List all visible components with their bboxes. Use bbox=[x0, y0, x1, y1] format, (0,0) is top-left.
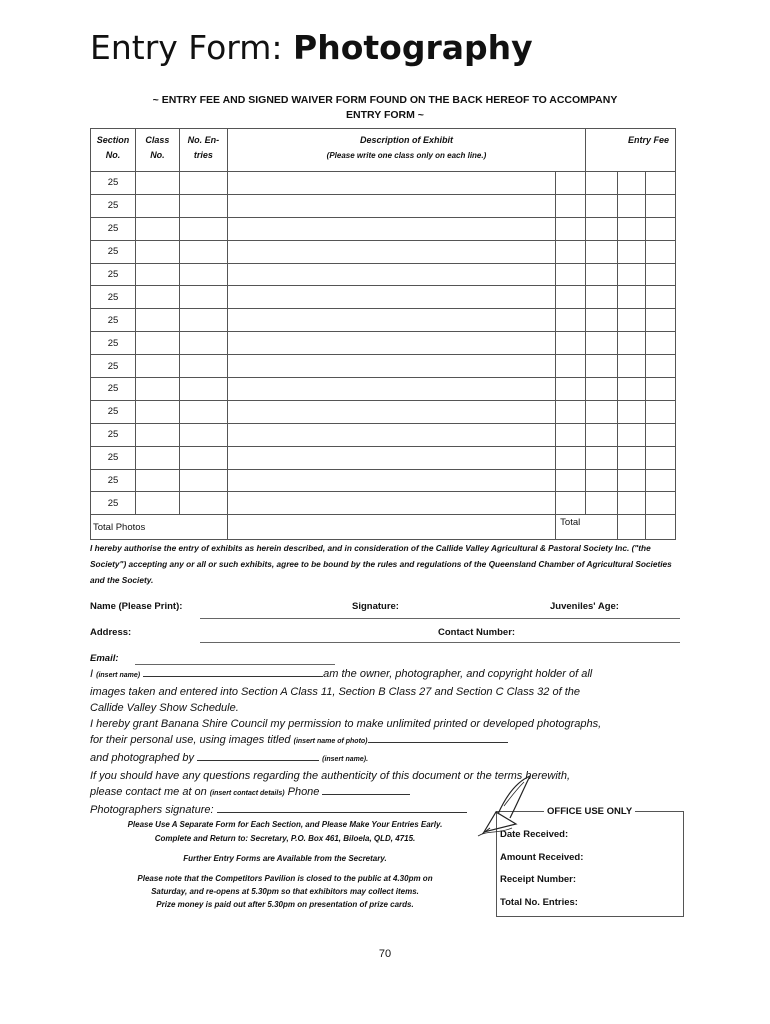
table-row bbox=[91, 217, 676, 240]
section-cell: 25 bbox=[91, 469, 136, 492]
table-row bbox=[91, 286, 676, 309]
total-blank bbox=[227, 515, 555, 540]
section-cell: 25 bbox=[91, 217, 136, 240]
fee-cell-1[interactable] bbox=[586, 309, 618, 332]
section-cell: 25 bbox=[91, 309, 136, 332]
desc-extra-cell[interactable] bbox=[556, 217, 586, 240]
fee-cell-3[interactable] bbox=[646, 286, 676, 309]
fee-cell-1[interactable] bbox=[586, 194, 618, 217]
fee-cell-1[interactable] bbox=[586, 446, 618, 469]
section-cell: 25 bbox=[91, 286, 136, 309]
name-signature-line[interactable] bbox=[200, 618, 680, 619]
description-cell[interactable] bbox=[227, 423, 555, 446]
desc-extra-cell[interactable] bbox=[556, 240, 586, 263]
class-cell[interactable] bbox=[135, 286, 179, 309]
table-row bbox=[91, 263, 676, 286]
total-entries-label: Total No. Entries: bbox=[500, 897, 578, 908]
fee-cell-2[interactable] bbox=[618, 240, 646, 263]
desc-extra-cell[interactable] bbox=[556, 423, 586, 446]
class-cell[interactable] bbox=[135, 423, 179, 446]
address-label: Address: bbox=[90, 627, 132, 638]
fee-cell-2[interactable] bbox=[618, 332, 646, 355]
fee-notice-line2: ENTRY FORM ~ bbox=[346, 109, 424, 121]
table-row bbox=[91, 400, 676, 423]
fee-cell-2[interactable] bbox=[618, 423, 646, 446]
email-label: Email: bbox=[90, 653, 119, 664]
section-cell: 25 bbox=[91, 240, 136, 263]
fee-cell-3[interactable] bbox=[646, 263, 676, 286]
entries-cell[interactable] bbox=[179, 469, 227, 492]
entries-cell[interactable] bbox=[179, 423, 227, 446]
section-cell: 25 bbox=[91, 446, 136, 469]
section-cell: 25 bbox=[91, 400, 136, 423]
total-photos-cell[interactable]: Total Photos bbox=[91, 515, 228, 540]
fee-cell-3[interactable] bbox=[646, 240, 676, 263]
desc-extra-cell[interactable] bbox=[556, 469, 586, 492]
fee-notice-line1: ~ ENTRY FEE AND SIGNED WAIVER FORM FOUND ON THE BACK HEREOF TO ACCOMPANY bbox=[152, 94, 618, 106]
desc-extra-cell[interactable] bbox=[556, 332, 586, 355]
table-row bbox=[91, 446, 676, 469]
table-row bbox=[91, 309, 676, 332]
fee-cell-2[interactable] bbox=[618, 469, 646, 492]
fee-cell-1[interactable] bbox=[586, 332, 618, 355]
header-entries: No. En- tries bbox=[179, 129, 227, 172]
fee-cell-1[interactable] bbox=[586, 172, 618, 195]
table-row bbox=[91, 492, 676, 515]
table-row bbox=[91, 240, 676, 263]
entries-cell[interactable] bbox=[179, 492, 227, 515]
photographed-by-line[interactable] bbox=[197, 750, 319, 761]
section-cell: 25 bbox=[91, 492, 136, 515]
section-cell: 25 bbox=[91, 378, 136, 401]
date-received-label: Date Received: bbox=[500, 829, 569, 840]
entries-cell[interactable] bbox=[179, 194, 227, 217]
total-fee-cents[interactable] bbox=[646, 515, 676, 540]
fee-cell-3[interactable] bbox=[646, 469, 676, 492]
juveniles-age-label: Juveniles' Age: bbox=[550, 601, 619, 612]
fee-cell-2[interactable] bbox=[618, 217, 646, 240]
class-cell[interactable] bbox=[135, 217, 179, 240]
fee-cell-3[interactable] bbox=[646, 355, 676, 378]
description-cell[interactable] bbox=[227, 355, 555, 378]
header-section: Section No. bbox=[91, 129, 136, 172]
fee-cell-3[interactable] bbox=[646, 309, 676, 332]
fee-cell-3[interactable] bbox=[646, 332, 676, 355]
office-use-title: OFFICE USE ONLY bbox=[544, 806, 635, 817]
fee-cell-2[interactable] bbox=[618, 263, 646, 286]
amount-received-label: Amount Received: bbox=[500, 852, 584, 863]
fee-cell-1[interactable] bbox=[586, 469, 618, 492]
section-cell: 25 bbox=[91, 263, 136, 286]
desc-extra-cell[interactable] bbox=[556, 309, 586, 332]
header-entry-fee: Entry Fee bbox=[586, 129, 676, 172]
class-cell[interactable] bbox=[135, 332, 179, 355]
desc-extra-cell[interactable] bbox=[556, 286, 586, 309]
info-separate-form: Please Use A Separate Form for Each Section, and Please Make Your Entries Early. bbox=[127, 820, 443, 829]
fee-cell-2[interactable] bbox=[618, 286, 646, 309]
contact-number-label: Contact Number: bbox=[438, 627, 516, 638]
description-cell[interactable] bbox=[227, 492, 555, 515]
fee-cell-2[interactable] bbox=[618, 309, 646, 332]
fee-cell-1[interactable] bbox=[586, 423, 618, 446]
fee-cell-2[interactable] bbox=[618, 492, 646, 515]
description-cell[interactable] bbox=[227, 172, 555, 195]
declaration-text: I hereby authorise the entry of exhibits as herein described, and in consideration of the Callide Valley Agricultural & Pastoral Society Inc. ("the Society") accepting any or all or such exhibits, agree to be bound by the rules and regulations of the Queensland Chamber of Agricultural Societies and the Society. bbox=[90, 543, 672, 585]
entries-cell[interactable] bbox=[179, 446, 227, 469]
class-cell[interactable] bbox=[135, 378, 179, 401]
fee-cell-2[interactable] bbox=[618, 400, 646, 423]
desc-extra-cell[interactable] bbox=[556, 400, 586, 423]
desc-extra-cell[interactable] bbox=[556, 355, 586, 378]
fee-cell-1[interactable] bbox=[586, 263, 618, 286]
table-row bbox=[91, 378, 676, 401]
table-row bbox=[91, 332, 676, 355]
fee-cell-1[interactable] bbox=[586, 217, 618, 240]
page-title bbox=[90, 28, 533, 67]
description-cell[interactable] bbox=[227, 309, 555, 332]
receipt-number-label: Receipt Number: bbox=[500, 874, 577, 885]
entries-cell[interactable] bbox=[179, 217, 227, 240]
description-cell[interactable] bbox=[227, 286, 555, 309]
fee-cell-3[interactable] bbox=[646, 492, 676, 515]
fee-cell-3[interactable] bbox=[646, 446, 676, 469]
desc-extra-cell[interactable] bbox=[556, 263, 586, 286]
fee-cell-1[interactable] bbox=[586, 355, 618, 378]
fee-cell-2[interactable] bbox=[618, 355, 646, 378]
fee-cell-3[interactable] bbox=[646, 400, 676, 423]
class-cell[interactable] bbox=[135, 240, 179, 263]
description-cell[interactable] bbox=[227, 446, 555, 469]
description-cell[interactable] bbox=[227, 194, 555, 217]
total-row bbox=[91, 515, 676, 540]
class-cell[interactable] bbox=[135, 469, 179, 492]
entries-cell[interactable] bbox=[179, 286, 227, 309]
entries-table bbox=[90, 128, 676, 540]
section-cell: 25 bbox=[91, 172, 136, 195]
description-cell[interactable] bbox=[227, 217, 555, 240]
description-cell[interactable] bbox=[227, 332, 555, 355]
info-pavilion-closed: Please note that the Competitors Pavilion is closed to the public at 4.30pm on bbox=[137, 874, 433, 883]
table-row bbox=[91, 172, 676, 195]
desc-extra-cell[interactable] bbox=[556, 446, 586, 469]
section-cell: 25 bbox=[91, 423, 136, 446]
entries-cell[interactable] bbox=[179, 378, 227, 401]
table-row bbox=[91, 423, 676, 446]
description-cell[interactable] bbox=[227, 378, 555, 401]
entries-cell[interactable] bbox=[179, 240, 227, 263]
class-cell[interactable] bbox=[135, 309, 179, 332]
desc-extra-cell[interactable] bbox=[556, 172, 586, 195]
desc-extra-cell[interactable] bbox=[556, 492, 586, 515]
description-cell[interactable] bbox=[227, 240, 555, 263]
entries-cell[interactable] bbox=[179, 400, 227, 423]
section-cell: 25 bbox=[91, 355, 136, 378]
header-class: Class No. bbox=[135, 129, 179, 172]
fee-cell-1[interactable] bbox=[586, 286, 618, 309]
total-label-cell: Total bbox=[556, 515, 618, 540]
class-cell[interactable] bbox=[135, 446, 179, 469]
total-fee-cell[interactable] bbox=[618, 515, 646, 540]
description-cell[interactable] bbox=[227, 400, 555, 423]
page-number: 70 bbox=[378, 948, 392, 960]
info-further-forms: Further Entry Forms are Available from the Secretary. bbox=[183, 854, 387, 863]
info-return-address: Complete and Return to: Secretary, P.O. Box 461, Biloela, QLD, 4715. bbox=[154, 834, 416, 843]
section-cell: 25 bbox=[91, 194, 136, 217]
photo-title-line[interactable] bbox=[368, 732, 508, 743]
table-row bbox=[91, 194, 676, 217]
fee-cell-2[interactable] bbox=[618, 446, 646, 469]
class-cell[interactable] bbox=[135, 355, 179, 378]
email-line[interactable] bbox=[135, 664, 335, 665]
signature-label: Signature: bbox=[352, 601, 399, 612]
name-label: Name (Please Print): bbox=[90, 601, 183, 612]
entries-cell[interactable] bbox=[179, 355, 227, 378]
fee-cell-1[interactable] bbox=[586, 378, 618, 401]
address-contact-line[interactable] bbox=[200, 642, 680, 643]
fee-cell-3[interactable] bbox=[646, 217, 676, 240]
fee-cell-1[interactable] bbox=[586, 240, 618, 263]
section-cell: 25 bbox=[91, 332, 136, 355]
table-row bbox=[91, 469, 676, 492]
class-cell[interactable] bbox=[135, 400, 179, 423]
info-prize-money: Prize money is paid out after 5.30pm on presentation of prize cards. bbox=[156, 900, 414, 909]
fee-cell-3[interactable] bbox=[646, 172, 676, 195]
fee-cell-2[interactable] bbox=[618, 172, 646, 195]
fee-cell-2[interactable] bbox=[618, 378, 646, 401]
entries-cell[interactable] bbox=[179, 332, 227, 355]
header-description: Description of Exhibit (Please write one class only on each line.) bbox=[227, 129, 585, 172]
fee-cell-1[interactable] bbox=[586, 492, 618, 515]
photographer-signature-line[interactable] bbox=[217, 802, 467, 813]
photographer-name-line[interactable] bbox=[143, 666, 323, 677]
class-cell[interactable] bbox=[135, 263, 179, 286]
title-prefix: Entry Form: bbox=[90, 28, 294, 67]
entries-cell[interactable] bbox=[179, 263, 227, 286]
class-cell[interactable] bbox=[135, 492, 179, 515]
description-cell[interactable] bbox=[227, 469, 555, 492]
phone-line[interactable] bbox=[322, 784, 410, 795]
entries-cell[interactable] bbox=[179, 172, 227, 195]
quill-pen-icon bbox=[476, 772, 536, 838]
table-row bbox=[91, 355, 676, 378]
table-header-row bbox=[91, 129, 676, 172]
desc-extra-cell[interactable] bbox=[556, 378, 586, 401]
title-main: Photography bbox=[293, 28, 533, 67]
class-cell[interactable] bbox=[135, 194, 179, 217]
description-cell[interactable] bbox=[227, 263, 555, 286]
fee-cell-3[interactable] bbox=[646, 423, 676, 446]
photo-permission-text: I (insert name) am the owner, photographer, and copyright holder of all images taken and entered into Section A Class 11, Section B Class 27 and Section C Class 32 of the Callide Valley Show Schedule. I hereby grant Banana Shire Council my permission to make unlimited printed or developed photographs, for their personal use, using images titled (insert name of photo) and photographed by (insert name). If you should have any questions regarding the authenticity of this document or the terms herewith, please contact me at on (insert contact details) Phone Photographers signature: bbox=[90, 668, 602, 816]
desc-extra-cell[interactable] bbox=[556, 194, 586, 217]
fee-cell-2[interactable] bbox=[618, 194, 646, 217]
fee-cell-3[interactable] bbox=[646, 194, 676, 217]
fee-cell-1[interactable] bbox=[586, 400, 618, 423]
fee-cell-3[interactable] bbox=[646, 378, 676, 401]
info-reopens: Saturday, and re-opens at 5.30pm so that exhibitors may collect items. bbox=[151, 887, 419, 896]
entries-cell[interactable] bbox=[179, 309, 227, 332]
class-cell[interactable] bbox=[135, 172, 179, 195]
